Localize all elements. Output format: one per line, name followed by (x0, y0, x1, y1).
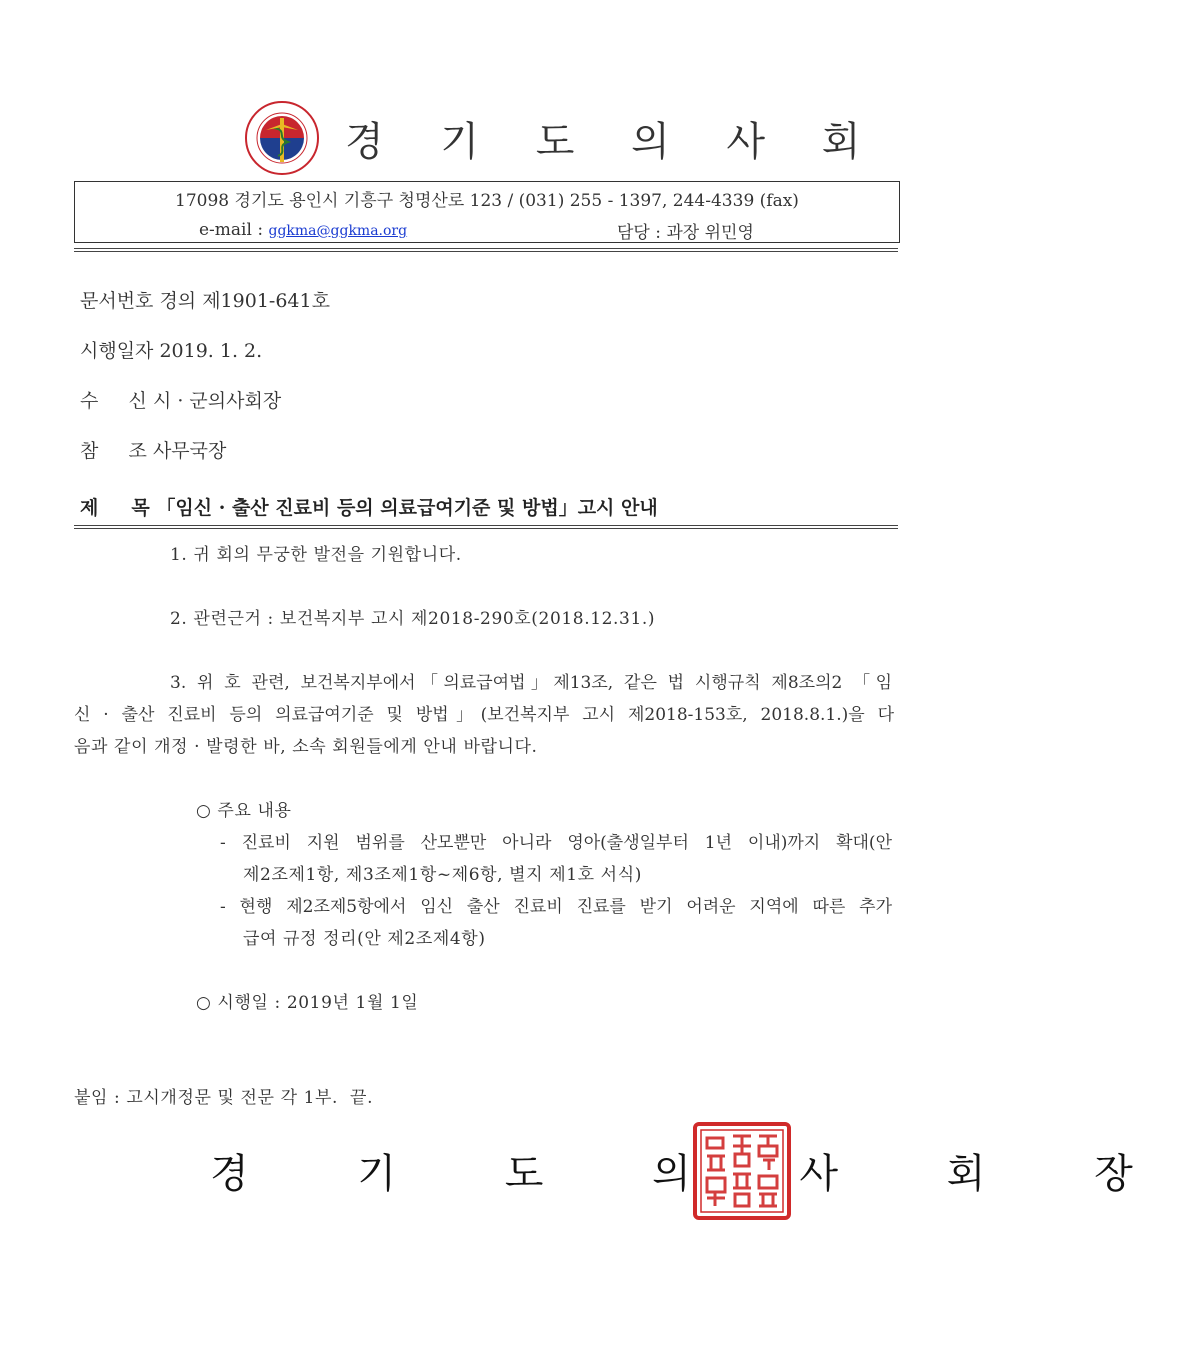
email-label: e-mail : (199, 220, 269, 240)
association-logo (244, 100, 320, 176)
paragraph-3-line-1: 3. 위 호 관련, 보건복지부에서「의료급여법」제13조, 같은 법 시행규칙 제8조의2 「임 (170, 673, 892, 693)
contact-box (74, 181, 900, 243)
paragraph-3-line-2: 신 · 출산 진료비 등의 의료급여기준 및 방법」(보건복지부 고시 제2018-153호, 2018.8.1.)을 다 (74, 705, 894, 725)
recipient: 수 신 시 · 군의사회장 (80, 390, 282, 412)
contact-person: 담당 : 과장 위민영 (617, 223, 754, 243)
reference: 참 조 사무국장 (80, 440, 227, 462)
subject-divider-2 (74, 528, 898, 529)
effective-date: ○ 시행일 : 2019년 1월 1일 (196, 993, 419, 1013)
email-link[interactable]: ggkma@ggkma.org (268, 223, 408, 239)
item-1-line-1: - 진료비 지원 범위를 산모뿐만 아니라 영아(출생일부터 1년 이내)까지 확대(안 (220, 833, 892, 853)
paragraph-2: 2. 관련근거 : 보건복지부 고시 제2018-290호(2018.12.31.) (170, 609, 656, 629)
subject: 제 목 「임신 · 출산 진료비 등의 의료급여기준 및 방법」고시 안내 (80, 497, 658, 519)
header-divider-2 (74, 251, 898, 252)
paragraph-3-line-3: 음과 같이 개정 · 발령한 바, 소속 회원들에게 안내 바랍니다. (74, 737, 538, 757)
main-content-heading: ○ 주요 내용 (196, 801, 292, 821)
item-2-line-2: 급여 규정 정리(안 제2조제4항) (243, 929, 486, 949)
item-2-line-1: - 현행 제2조제5항에서 임신 출산 진료비 진료를 받기 어려운 지역에 따른 추가 (220, 897, 892, 917)
header-divider (74, 248, 898, 249)
paragraph-1: 1. 귀 회의 무궁한 발전을 기원합니다. (170, 545, 462, 565)
attachment-note: 붙임 : 고시개정문 및 전문 각 1부. 끝. (74, 1088, 374, 1108)
item-1-line-2: 제2조제1항, 제3조제1항~제6항, 별지 제1호 서식) (243, 865, 642, 885)
document-number: 문서번호 경의 제1901-641호 (80, 290, 330, 312)
email-row (199, 220, 407, 240)
org-title: 경 기 도 의 사 회 (345, 119, 883, 165)
subject-divider (74, 525, 898, 526)
issue-date: 시행일자 2019. 1. 2. (80, 340, 263, 362)
sender-name: 경 기 도 의 사 회 장 (210, 1151, 1181, 1197)
address-line: 17098 경기도 용인시 기흥구 청명산로 123 / (031) 255 - 1397, 244-4339 (fax) (175, 191, 799, 211)
